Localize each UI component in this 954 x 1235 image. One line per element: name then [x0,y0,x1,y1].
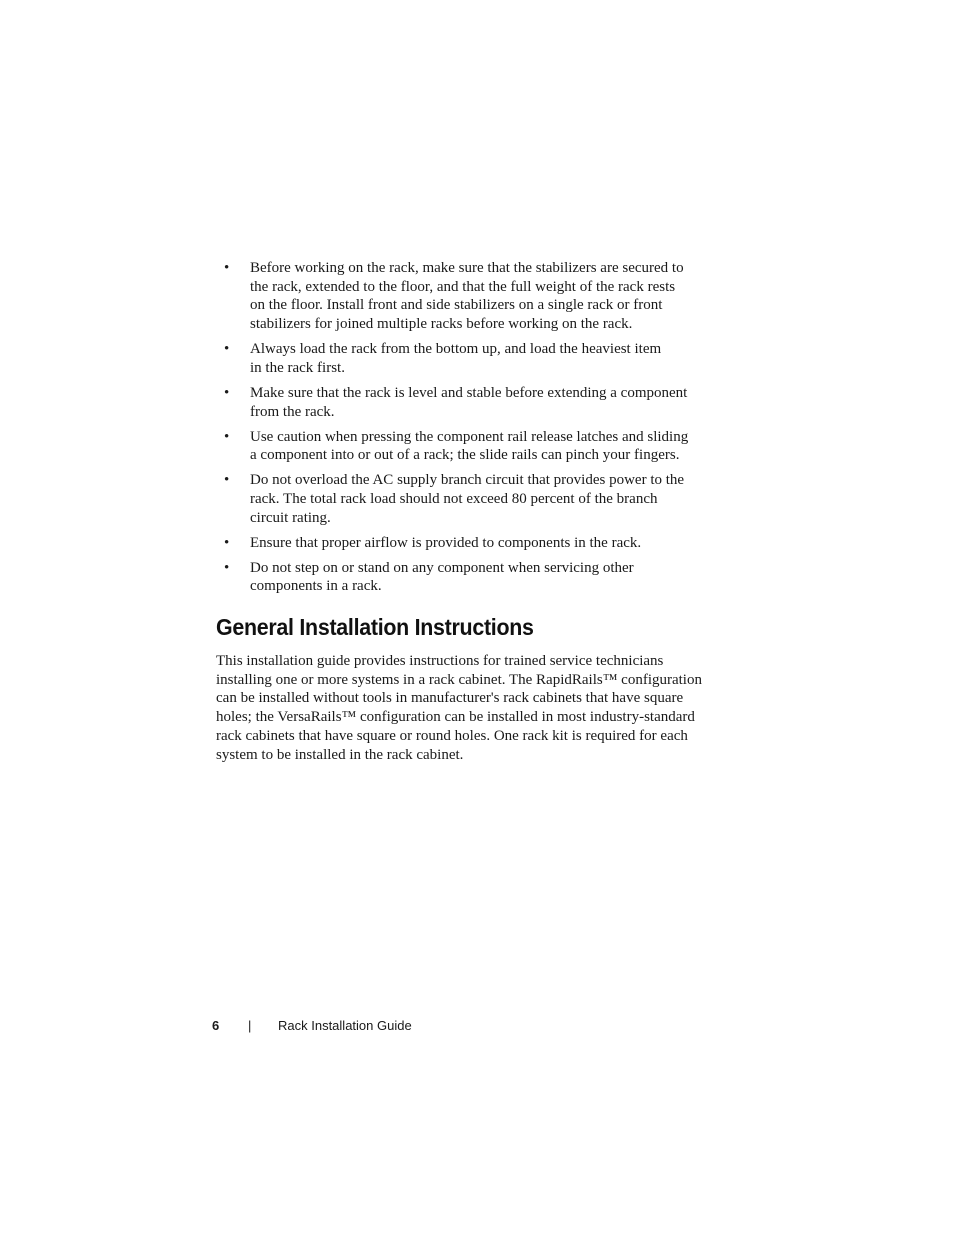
bullet-item [216,428,716,465]
bullet-item [216,534,716,553]
footer-separator: | [248,1018,252,1033]
bullet-marker: • [224,534,230,551]
page-number: 6 [212,1018,220,1033]
document-title: Rack Installation Guide [278,1018,412,1033]
bullet-item [216,471,716,527]
bullet-item [216,259,716,334]
bullet-marker: • [224,341,230,358]
bullet-text: Do not step on or stand on any component when servicing other components in a rack. [250,559,634,595]
bullet-text: Use caution when pressing the component rail release latches and sliding a component into or out of a rack; the slide rails can pinch your fingers. [250,428,689,464]
bullet-marker: • [224,472,230,489]
bullet-text: Ensure that proper airflow is provided to components in the rack. [250,534,642,551]
section-heading: General Installation Instructions [216,614,534,640]
bullet-text: Always load the rack from the bottom up, and load the heaviest item in the rack first. [250,341,662,376]
bullet-marker: • [224,260,230,276]
bullet-marker: • [224,428,230,445]
bullet-text: Make sure that the rack is level and stable before extending a component from the rack. [250,384,688,420]
bullet-marker: • [224,384,230,401]
bullet-text: Do not overload the AC supply branch circuit that provides power to the rack. The total rack load should not exceed 80 percent of the branch circuit rating. [250,472,685,526]
bullet-text: Before working on the rack, make sure that the stabilizers are secured to the rack, extended to the floor, and that the full weight of the rack rests on the floor. Install front and side stabilizers on a single rack or front stabilizers for joined multiple racks before working on the rack. [250,260,684,333]
bullet-item [216,384,716,421]
safety-bullet-list [216,259,716,602]
bullet-item [216,559,716,596]
section-paragraph: This installation guide provides instructions for trained service technicians installing one or more systems in a rack cabinet. The RapidRails™ configuration can be installed without tools in manufacturer's rack cabinets that have square holes; the VersaRails™ configuration can be installed in most industry-standard rack cabinets that have square or round holes. One rack kit is required for each system to be installed in the rack cabinet. [216,653,702,763]
bullet-item [216,340,716,377]
bullet-marker: • [224,559,230,576]
